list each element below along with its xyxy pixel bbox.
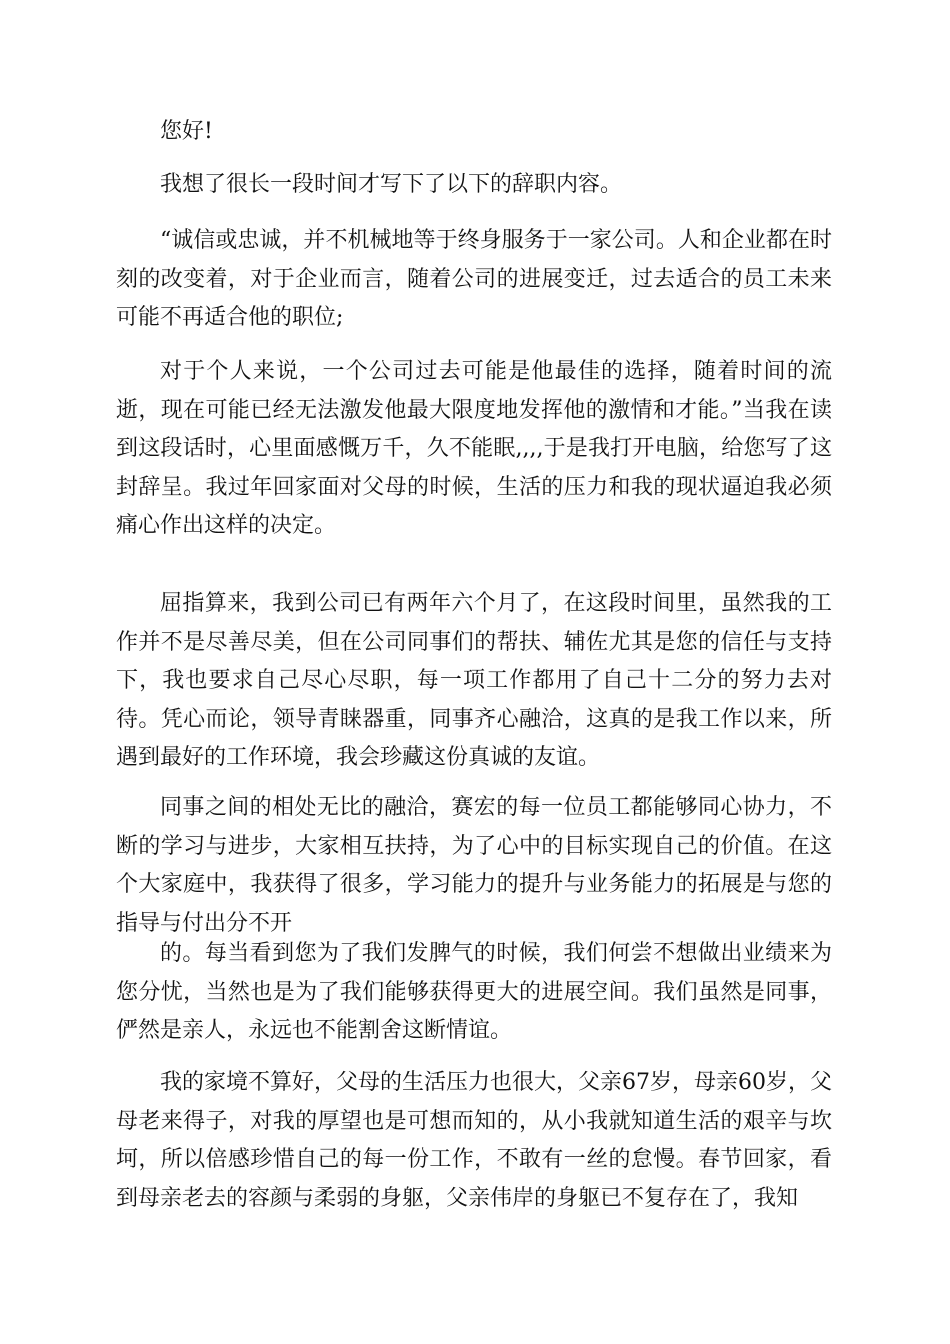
paragraph-7: 我的家境不算好，父母的生活压力也很大，父亲67岁，母亲60岁，父母老来得子，对我的厚望也是可想而知的，从小我就知道生活的艰辛与坎坷，所以倍感珍惜自己的每一份工作，不敢有一丝的怠慢。春节回家，看到母亲老去的容颜与柔弱的身躯，父亲伟岸的身躯已不复存在了，我知 [116, 1070, 832, 1211]
paragraph-6: 的。每当看到您为了我们发脾气的时候，我们何尝不想做出业绩来为您分忧，当然也是为了我们能够获得更大的进展空间。我们虽然是同事，俨然是亲人，永远也不能割舍这断情谊。 [116, 941, 832, 1043]
paragraph-5: 同事之间的相处无比的融洽，赛宏的每一位员工都能够同心协力，不断的学习与进步，大家相互扶持，为了心中的目标实现自己的价值。在这个大家庭中，我获得了很多，学习能力的提升与业务能力的拓展是与您的指导与付出分不开 [116, 795, 832, 936]
paragraph-2: “诚信或忠诚，并不机械地等于终身服务于一家公司。人和企业都在时刻的改变着，对于企业而言，随着公司的进展变迁，过去适合的员工未来可能不再适合他的职位; [116, 228, 832, 330]
paragraph-4: 屈指算来，我到公司已有两年六个月了，在这段时间里，虽然我的工作并不是尽善尽美，但在公司同事们的帮扶、辅佐尤其是您的信任与支持下，我也要求自己尽心尽职，每一项工作都用了自己十二分的努力去对待。凭心而论，领导青睐器重，同事齐心融洽，这真的是我工作以来，所遇到最好的工作环境，我会珍藏这份真诚的友谊。 [116, 591, 832, 770]
greeting: 您好! [160, 119, 213, 144]
paragraph-3: 对于个人来说，一个公司过去可能是他最佳的选择，随着时间的流逝，现在可能已经无法激发他最大限度地发挥他的激情和才能。”当我在读到这段话时，心里面感慨万千，久不能眠,,,,于是我打开电脑，给您写了这封辞呈。我过年回家面对父母的时候，生活的压力和我的现状逼迫我必须痛心作出这样的决定。 [116, 359, 832, 538]
paragraph-1: 我想了很长一段时间才写下了以下的辞职内容。 [160, 172, 623, 197]
